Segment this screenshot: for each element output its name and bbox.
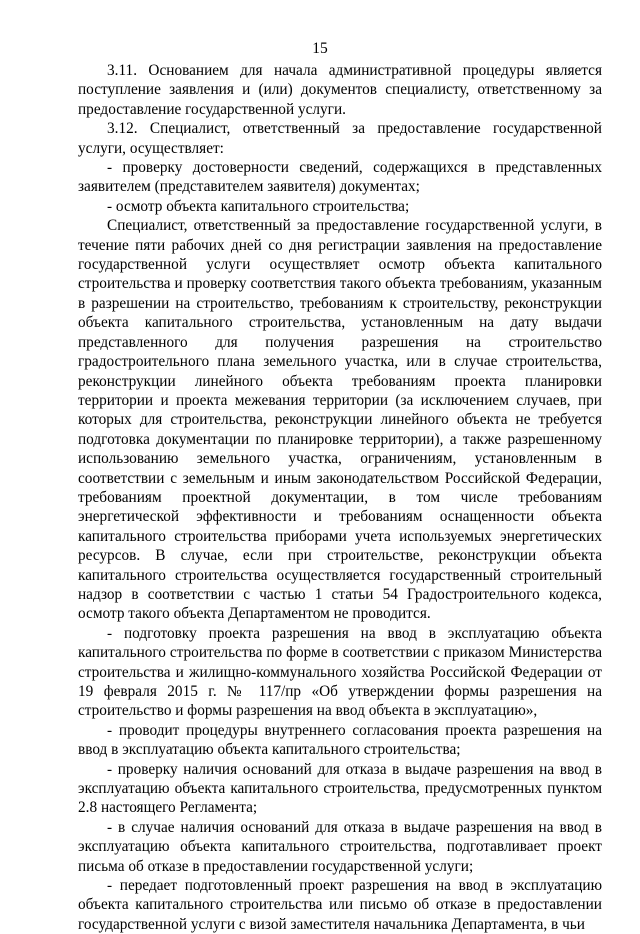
list-item-draft-permit: - подготовку проекта разрешения на ввод в эксплуатацию объекта капитального строительства по форме в соответствии с приказом Министерства строительства и жилищно-коммунального хозяйства Российской Федерации от 19 февраля 2015 г. № 117/пр «Об утверждении формы разрешения на строительство и формы разрешения на ввод объекта в эксплуатацию», [78,624,602,720]
paragraph-3-12: 3.12. Специалист, ответственный за предоставление государственной услуги, осуществляет: [78,120,602,157]
paragraph-inspection-details: Специалист, ответственный за предоставление государственной услуги, в течение пяти рабочих дней со дня регистрации заявления на предоставление государственной услуги осуществляет осмотр объекта капитального строительства и проверку соответствия такого объекта требованиям, указанным в разрешении на строительство, требованиям к строительству, реконструкции объекта капитального строительства, установленным на дату выдачи представленного для получения разрешения на строительство градостроительного плана земельного участка, или в случае строительства, реконструкции линейного объекта требованиям проекта планировки территории и проекта межевания территории (за исключением случаев, при которых для строительства, реконструкции линейного объекта не требуется подготовка документации по планировке территории), а также разрешенному использованию земельного участка, ограничениям, установленным в соответствии с земельным и иным законодательством Российской Федерации, требованиям проектной документации, в том числе требованиям энергетической эффективности и требованиям оснащенности объекта капитального строительства приборами учета используемых энергетических ресурсов. В случае, если при строительстве, реконструкции объекта капитального строительства осуществляется государственный строительный надзор в соответствии с частью 1 статьи 54 Градостроительного кодекса, осмотр такого объекта Департаментом не проводится. [78,217,602,623]
list-item-internal-approval: - проводит процедуры внутреннего согласования проекта разрешения на ввод в эксплуатацию объекта капитального строительства; [78,721,602,759]
list-item-inspection: - осмотр объекта капитального строительства; [107,197,410,215]
list-item-transfer: - передает подготовленный проект разрешения на ввод в эксплуатацию объекта капитального строительства или письмо об отказе в предоставлении государственной услуги с визой заместителя начальника Департамента, в чьи [78,877,602,933]
list-item-refusal-letter: - в случае наличия оснований для отказа в выдаче разрешения на ввод в эксплуатацию объекта капитального строительства, подготавливает проект письма об отказе в предоставлении государственной услуги; [78,818,602,875]
list-item-verification: - проверку достоверности сведений, содержащихся в представленных заявителем (представителем заявителя) документах; [78,159,602,196]
paragraph-3-11: 3.11. Основанием для начала административной процедуры является поступление заявления и (или) документов специалисту, ответственному за предоставление государственной услуги. [78,62,602,118]
list-item-refusal-check: - проверку наличия оснований для отказа в выдаче разрешения на ввод в эксплуатацию объекта капитального строительства, предусмотренных пунктом 2.8 настоящего Регламента; [78,760,602,817]
page-number: 15 [312,40,328,57]
document-body [78,61,602,934]
